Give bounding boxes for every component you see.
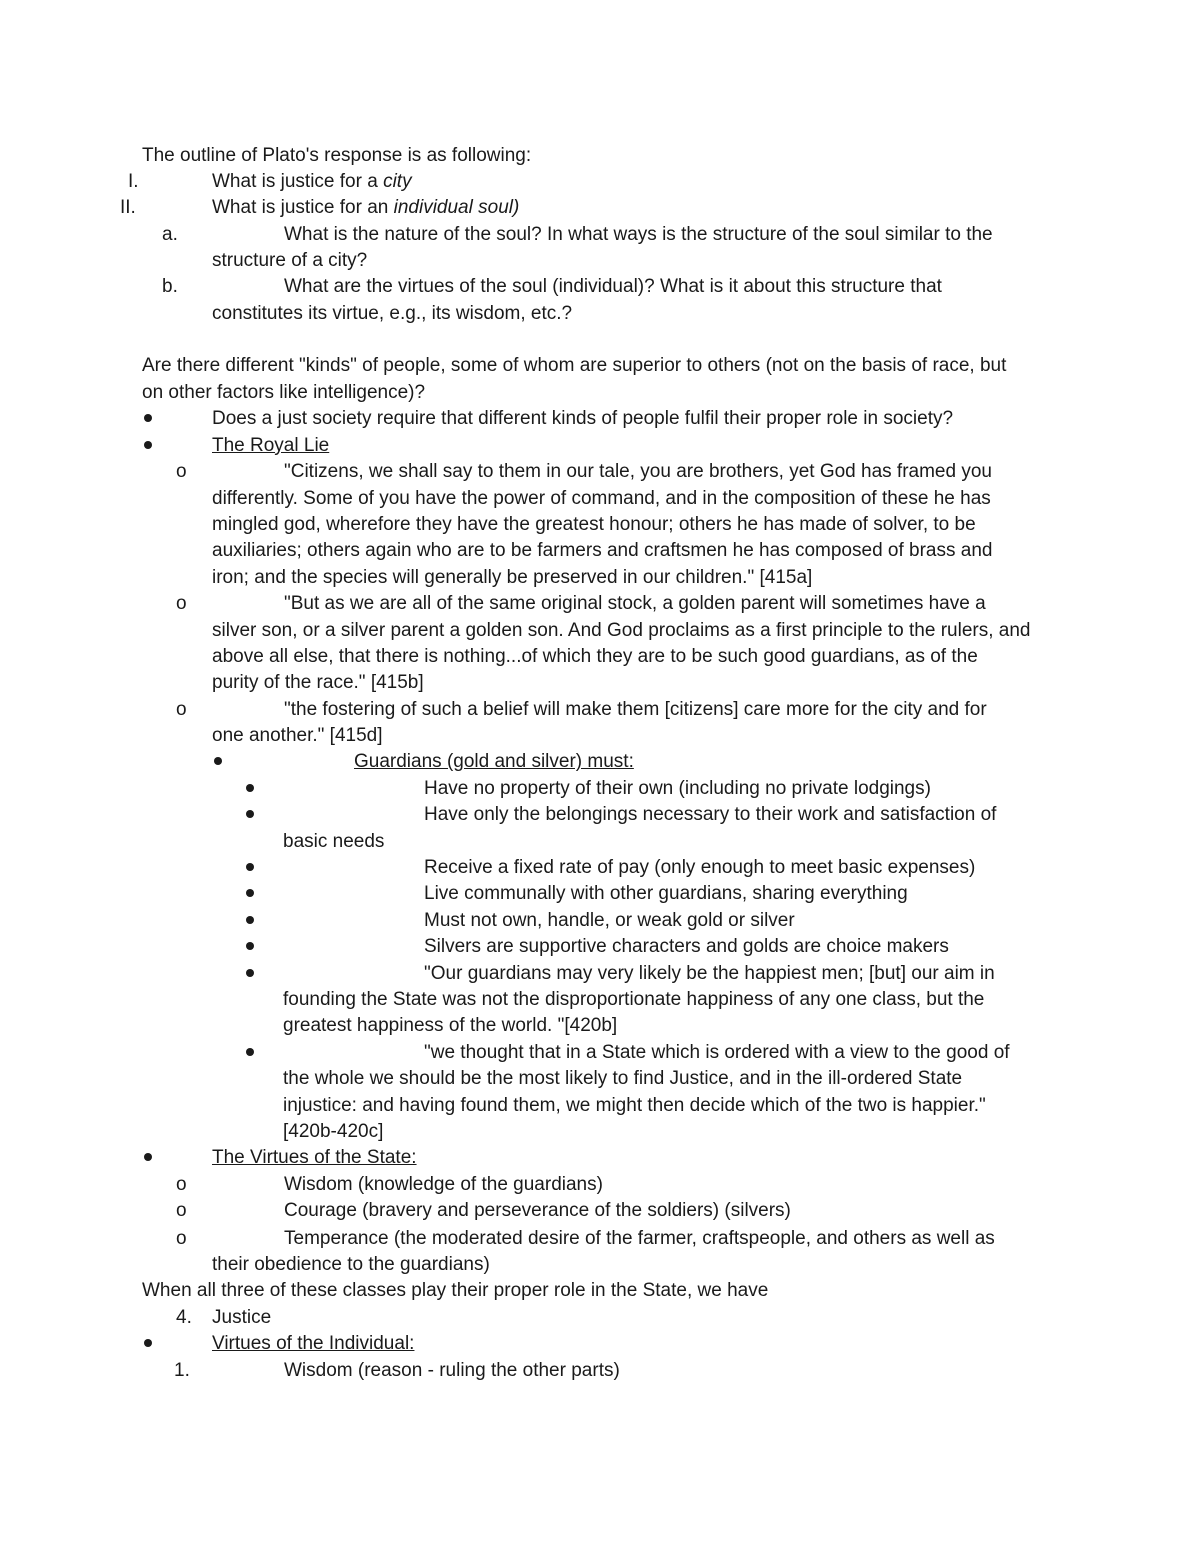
bullet-icon <box>144 414 152 422</box>
outline-marker-2: II. <box>120 197 136 218</box>
wisdom-marker: 1. <box>174 1360 190 1381</box>
guardian-rule-3: Receive a fixed rate of pay (only enough to meet basic expenses) <box>424 857 976 878</box>
circle-marker: o <box>176 1174 187 1195</box>
just-society-question: Does a just society require that different kinds of people fulfil their proper role in society? <box>212 408 954 429</box>
virtues-individual-heading: Virtues of the Individual: <box>212 1333 415 1354</box>
outline-item-2-emph: individual soul) <box>393 197 520 218</box>
question-line-2: on other factors like intelligence)? <box>142 382 426 403</box>
circle-marker: o <box>176 699 187 720</box>
sub-b-line-1: What are the virtues of the soul (individual)? What is it about this structure that <box>284 276 942 297</box>
outline-item-2-text: What is justice for an <box>212 197 394 218</box>
sub-marker-b: b. <box>162 276 178 297</box>
bullet-icon <box>246 784 254 792</box>
sub-a-line-1: What is the nature of the soul? In what ways is the structure of the soul similar to the <box>284 224 993 245</box>
outline-item-1-emph: city <box>383 171 412 192</box>
bullet-icon <box>246 810 254 818</box>
justice-marker: 4. <box>176 1307 192 1328</box>
guardian-rule-2-line-2: basic needs <box>283 831 385 852</box>
circle-marker: o <box>176 461 187 482</box>
bullet-icon <box>144 1153 152 1161</box>
sub-a-line-2: structure of a city? <box>212 250 368 271</box>
question-line-1: Are there different "kinds" of people, some of whom are superior to others (not on the basis of race, but <box>142 355 1007 376</box>
when-all-three: When all three of these classes play their proper role in the State, we have <box>142 1280 769 1301</box>
individual-wisdom: Wisdom (reason - ruling the other parts) <box>284 1360 620 1381</box>
guardians-heading: Guardians (gold and silver) must: <box>354 751 634 772</box>
outline-marker-1: I. <box>128 171 139 192</box>
sub-b-line-2: constitutes its virtue, e.g., its wisdom, etc.? <box>212 303 573 324</box>
quote3-line-1: "the fostering of such a belief will make them [citizens] care more for the city and for <box>284 699 987 720</box>
outline-item-1 <box>212 170 412 194</box>
bullet-icon <box>144 1339 152 1347</box>
circle-marker: o <box>176 1200 187 1221</box>
quote2-line-2: silver son, or a silver parent a golden son. And God proclaims as a first principle to the rulers, and <box>212 620 1031 641</box>
virtue-wisdom: Wisdom (knowledge of the guardians) <box>284 1174 603 1195</box>
guardian-rule-4: Live communally with other guardians, sharing everything <box>424 883 908 904</box>
guardian-rule-5: Must not own, handle, or weak gold or silver <box>424 910 795 931</box>
virtues-state-heading: The Virtues of the State: <box>212 1147 417 1168</box>
bullet-icon <box>246 1048 254 1056</box>
bullet-icon <box>144 441 152 449</box>
guardian-rule-7-line-1: "Our guardians may very likely be the happiest men; [but] our aim in <box>424 963 995 984</box>
intro-heading: The outline of Plato's response is as following: <box>142 145 532 166</box>
quote1-line-4: auxiliaries; others again who are to be farmers and craftsmen he has composed of brass and <box>212 540 993 561</box>
circle-marker: o <box>176 593 187 614</box>
virtue-temperance-line-2: their obedience to the guardians) <box>212 1254 490 1275</box>
outline-item-2 <box>212 196 519 220</box>
bullet-icon <box>246 916 254 924</box>
bullet-icon <box>246 942 254 950</box>
justice-item: Justice <box>212 1307 272 1328</box>
guardian-rule-8-line-4: [420b-420c] <box>283 1121 384 1142</box>
sub-marker-a: a. <box>162 224 178 245</box>
bullet-icon <box>246 889 254 897</box>
guardian-rule-8-line-2: the whole we should be the most likely to find Justice, and in the ill-ordered State <box>283 1068 963 1089</box>
quote1-line-5: iron; and the species will generally be preserved in our children." [415a] <box>212 567 813 588</box>
guardian-rule-6: Silvers are supportive characters and golds are choice makers <box>424 936 949 957</box>
quote2-line-1: "But as we are all of the same original stock, a golden parent will sometimes have a <box>284 593 986 614</box>
bullet-icon <box>246 863 254 871</box>
virtue-courage: Courage (bravery and perseverance of the soldiers) (silvers) <box>284 1200 791 1221</box>
quote3-line-2: one another." [415d] <box>212 725 383 746</box>
bullet-icon <box>214 757 222 765</box>
guardian-rule-1: Have no property of their own (including no private lodgings) <box>424 778 931 799</box>
quote2-line-3: above all else, that there is nothing...of which they are to be such good guardians, as of the <box>212 646 978 667</box>
royal-lie-heading: The Royal Lie <box>212 435 330 456</box>
guardian-rule-7-line-2: founding the State was not the disproportionate happiness of any one class, but the <box>283 989 985 1010</box>
quote1-line-3: mingled god, wherefore they have the greatest honour; others he has made of solver, to be <box>212 514 976 535</box>
quote2-line-4: purity of the race." [415b] <box>212 672 424 693</box>
guardian-rule-7-line-3: greatest happiness of the world. "[420b] <box>283 1015 618 1036</box>
outline-item-1-text: What is justice for a <box>212 171 384 192</box>
guardian-rule-8-line-3: injustice: and having found them, we might then decide which of the two is happier." <box>283 1095 986 1116</box>
quote1-line-2: differently. Some of you have the power of command, and in the composition of these he has <box>212 488 991 509</box>
virtue-temperance-line-1: Temperance (the moderated desire of the farmer, craftspeople, and others as well as <box>284 1228 995 1249</box>
guardian-rule-8-line-1: "we thought that in a State which is ordered with a view to the good of <box>424 1042 1010 1063</box>
quote1-line-1: "Citizens, we shall say to them in our tale, you are brothers, yet God has framed you <box>284 461 992 482</box>
circle-marker: o <box>176 1228 187 1249</box>
bullet-icon <box>246 969 254 977</box>
guardian-rule-2-line-1: Have only the belongings necessary to their work and satisfaction of <box>424 804 997 825</box>
